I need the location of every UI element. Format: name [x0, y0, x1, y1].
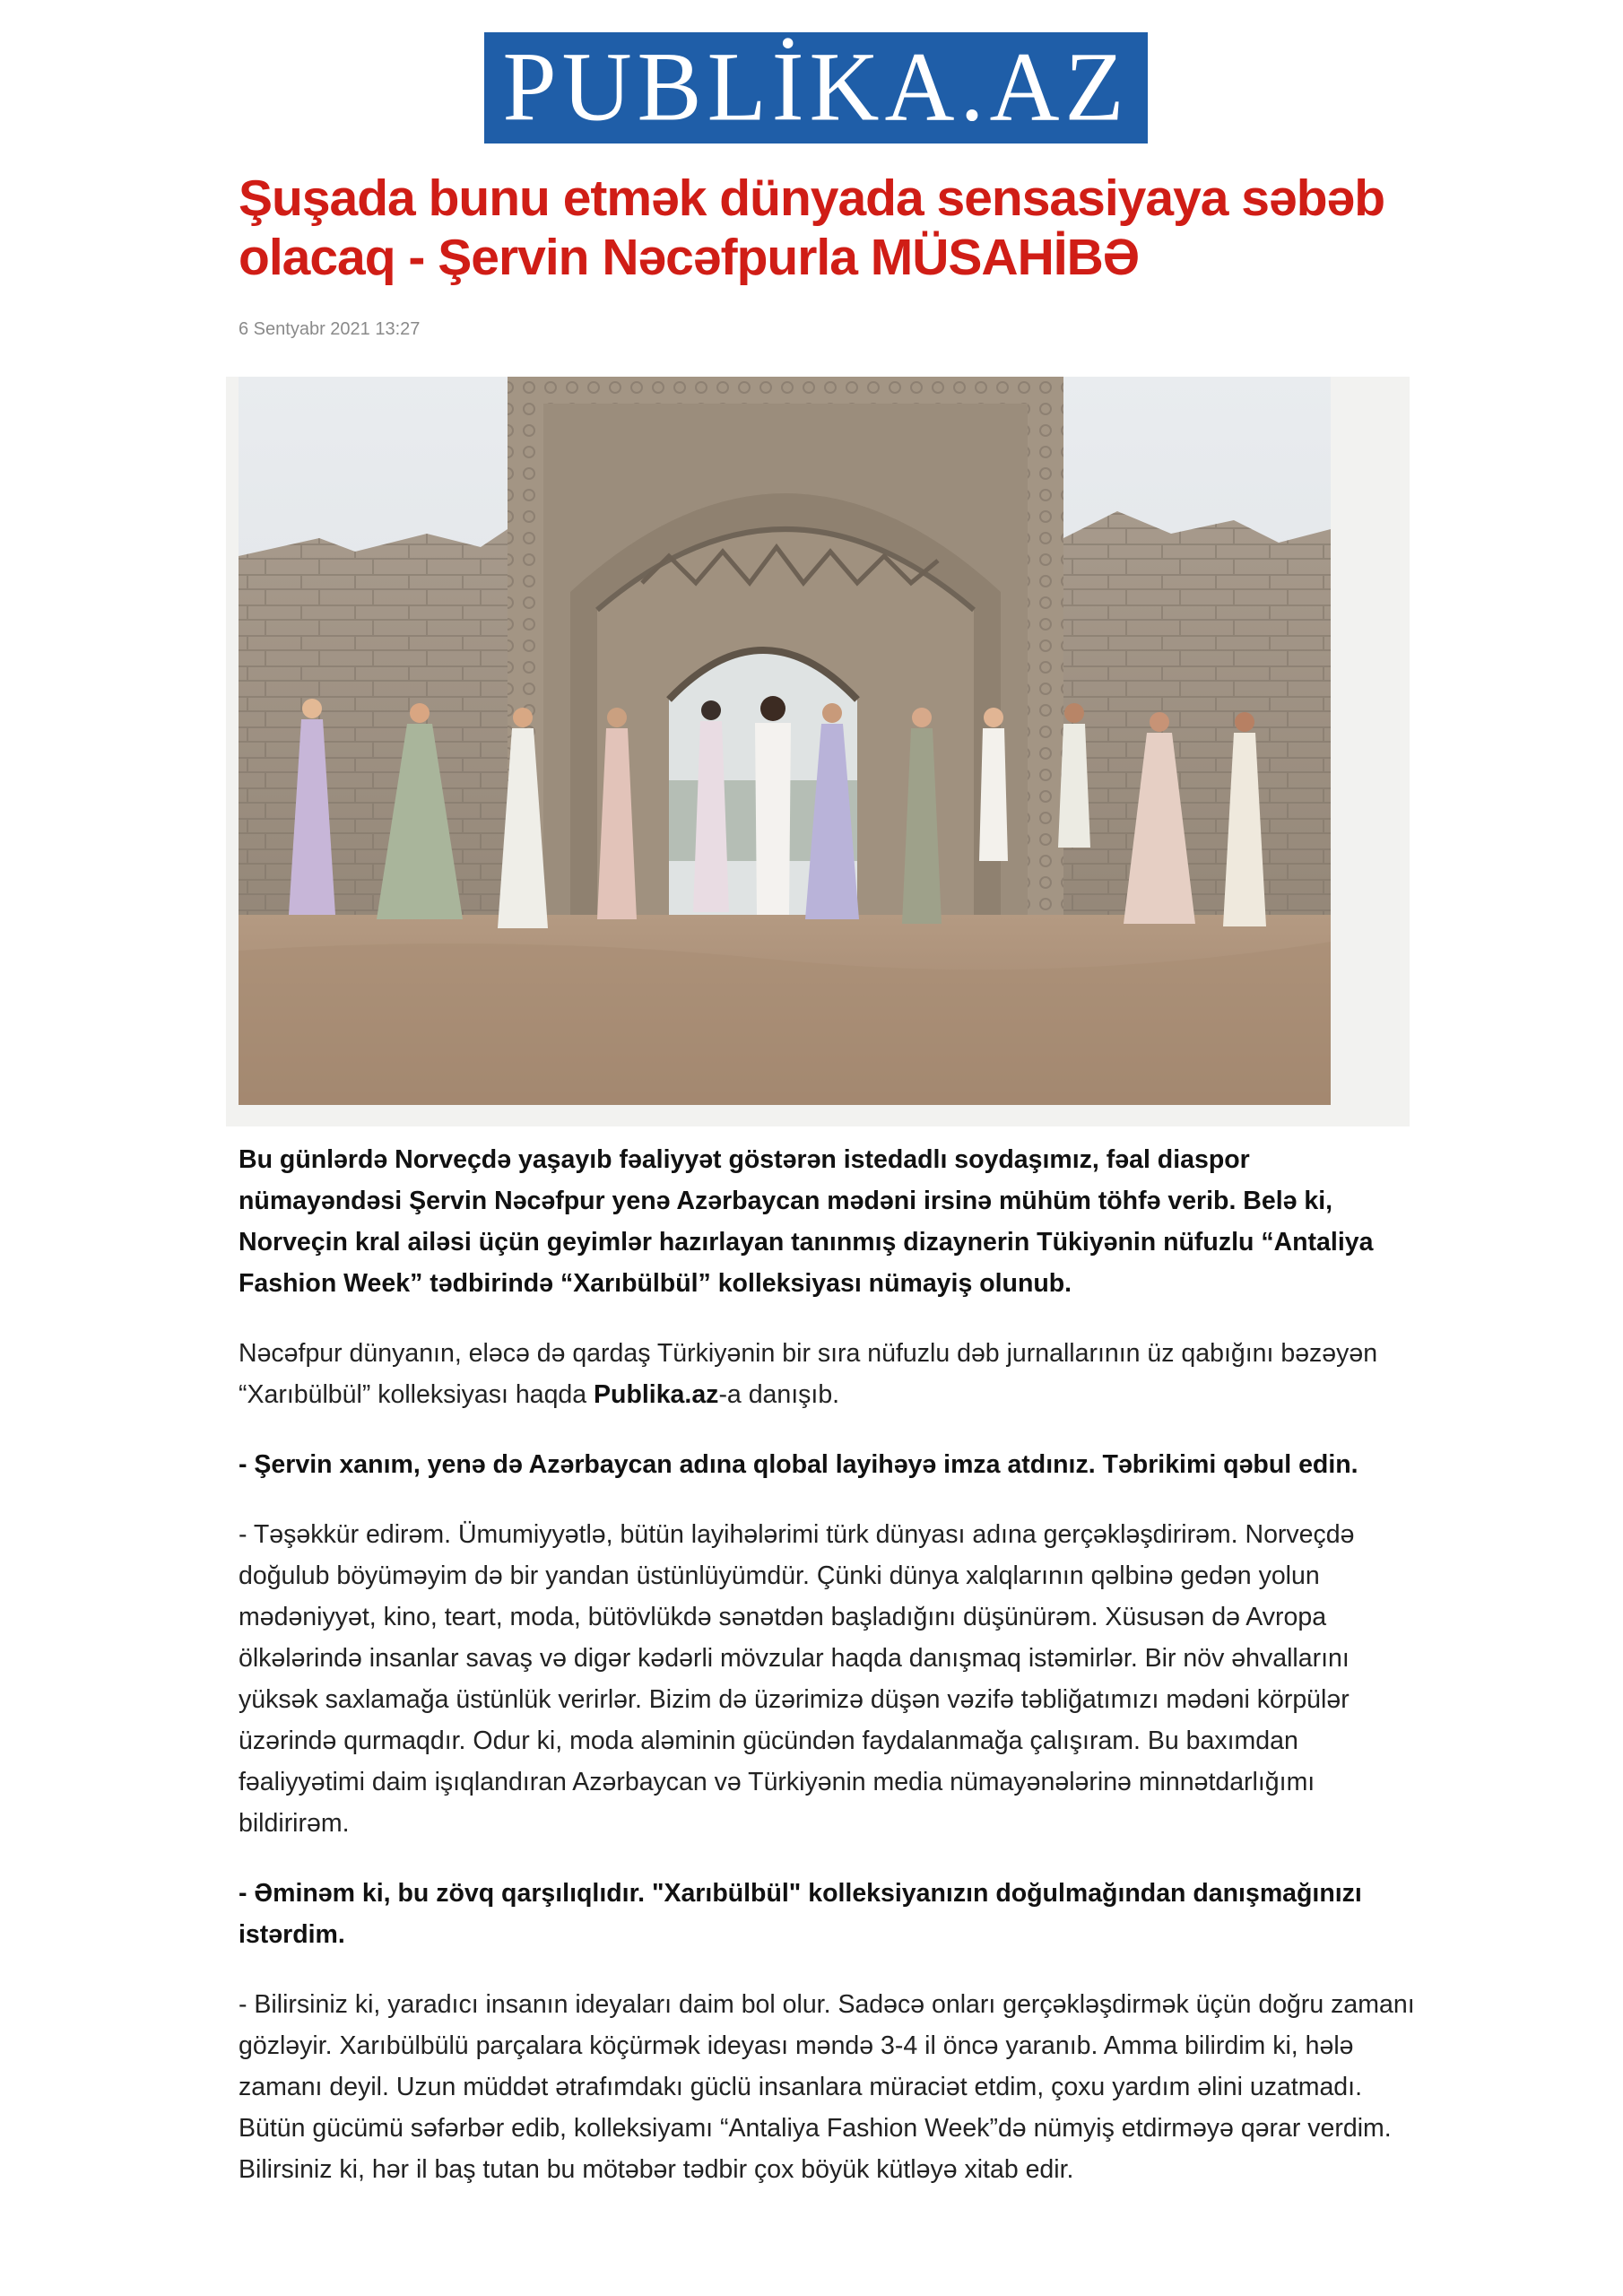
article-lead: Bu günlərdə Norveçdə yaşayıb fəaliyyət göstərən istedadlı soydaşımız, fəal diaspor nümayəndəsi Şervin Nəcəfpur yenə Azərbaycan mədəni irsinə mühüm töhfə verib. Belə ki, Norveçin kral ailəsi üçün geyimlər hazırlayan tanınmış dizaynerin Tükiyənin nüfuzlu “Antaliya Fashion Week” tədbirində “Xarıbülbül” kolleksiyası nümayiş olunub.: [239, 1145, 1374, 1298]
article-photo: [239, 377, 1331, 1105]
source-link[interactable]: Publika.az: [594, 1380, 719, 1409]
article-intro: [239, 1333, 1419, 1415]
article-body: [239, 1139, 1419, 2219]
intro-text-start: Nəcəfpur dünyanın, eləcə də qardaş Türkiyənin bir sıra nüfuzlu dəb jurnallarının üz qabığını bəzəyən “Xarıbülbül” kolleksiyası haqda: [239, 1339, 1378, 1409]
article-title: Şuşada bunu etmək dünyada sensasiyaya səbəb olacaq - Şervin Nəcəfpurla MÜSAHİBƏ: [239, 170, 1385, 286]
intro-text-end: -a danışıb.: [718, 1380, 840, 1409]
article-date: 6 Sentyabr 2021 13:27: [239, 319, 421, 339]
interview-question-1: - Şervin xanım, yenə də Azərbaycan adına qlobal layihəyə imza atdınız. Təbrikimi qəbul edin.: [239, 1450, 1358, 1479]
interview-answer-2: - Bilirsiniz ki, yaradıcı insanın ideyaları daim bol olur. Sadəcə onları gerçəkləşdirmək üçün doğru zamanı gözləyir. Xarıbülbülü parçalara köçürmək ideyası məndə 3-4 il öncə yaranıb. Amma bilirdim ki, hələ zamanı deyil. Uzun müddət ətrafımdakı güclü insanlara müraciət etdim, çoxu yardım əlini uzatmadı. Bütün gücümü səfərbər edib, kolleksiyamı “Antaliya Fashion Week”də nümyiş etdirməyə qərar verdim. Bilirsiniz ki, hər il baş tutan bu mötəbər tədbir çox böyük kütləyə xitab edir.: [239, 1990, 1415, 2184]
interview-question-2: - Əminəm ki, bu zövq qarşılıqlıdır. "Xarıbülbül" kolleksiyanızın doğulmağından danışmağınızı istərdim.: [239, 1879, 1362, 1949]
site-logo[interactable]: [484, 32, 1148, 144]
interview-answer-1: - Təşəkkür edirəm. Ümumiyyətlə, bütün layihələrimi türk dünyası adına gerçəkləşdirirəm. Norveçdə doğulub böyüməyim də bir yandan üstünlüyümdür. Çünki dünya xalqlarının qəlbinə gedən yolun mədəniyyət, kino, teart, moda, bütövlükdə sənətdən başladığını düşünürəm. Xüsusən də Avropa ölkələrində insanlar savaş və digər kədərli mövzular haqda danışmaq istəmirlər. Bir növ əhvallarını yüksək saxlamağa üstünlük verirlər. Bizim də üzərimizə düşən vəzifə təbliğatımızı mədəni körpülər üzərində qurmaqdır. Odur ki, moda aləminin gücündən faydalanmağa çalışıram. Bu baxımdan fəaliyyətimi daim işıqlandıran Azərbaycan və Türkiyənin media nümayənələrinə minnətdarlığımı bildirirəm.: [239, 1520, 1355, 1838]
site-logo-text: PUBLİKA.AZ: [502, 32, 1130, 143]
article-image-frame: [226, 377, 1410, 1126]
photo-image: [239, 377, 1331, 1105]
